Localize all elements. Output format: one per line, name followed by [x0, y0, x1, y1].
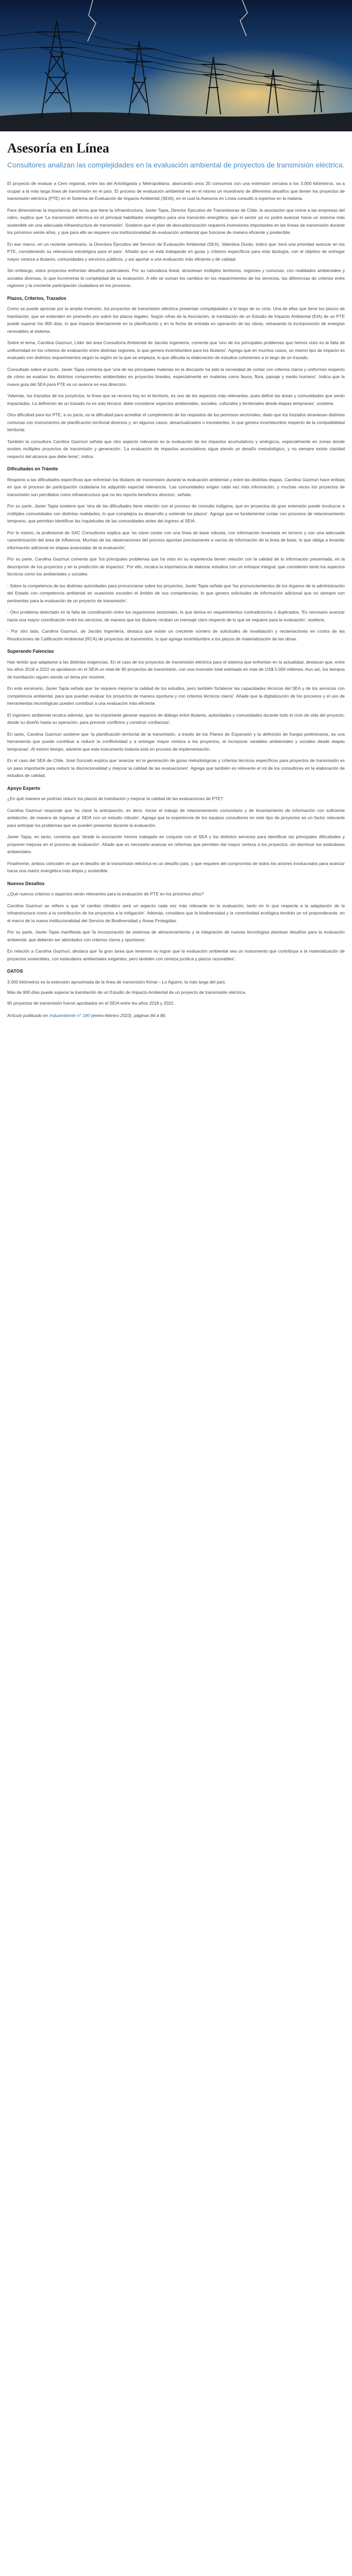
article-paragraph: Carolina Gazmuri responde que 'es clave la anticipación, es decir, iniciar el trabajo de relacionamiento comunitario y de levantamiento de información con suficiente antelación, de manera de ingresar al SEIA con un estudio robusto'. Agrega que la experiencia de los equipos consultores en este tipo de proyectos es un factor relevante para anticipar los problemas que se pueden presentar durante la evaluación.	[7, 807, 345, 828]
power-lines-illustration	[0, 0, 352, 131]
article-title: Asesoría en Línea	[7, 141, 109, 156]
article-paragraph: Javier Tapia, en tanto, comenta que 'desde la asociación hemos trabajado en conjunto con el SEA y los distintos servicios para identificar las principales dificultades y proponer mejoras en el proceso de evaluación'. Añade que es necesario avanzar en reformas que permitan dar mayor certeza a los proyectos, sin disminuir los estándares ambientales.	[7, 834, 345, 854]
article-paragraph: Por lo mismo, la profesional de SAC Consultores explica que 'es clave contar con una línea de base robusta, con información levantada en terreno y con una adecuada caracterización del área de influencia. Muchas de las observaciones del proceso apuntan precisamente a vacíos de información de la línea de base, lo que obliga a levantar información adicional en etapas avanzadas de la evaluación'.	[7, 530, 345, 550]
article-paragraph: Sin embargo, estos proyectos enfrentan desafíos particulares. Por su naturaleza lineal, atraviesan múltiples territorios, regiones y comunas, con realidades ambientales y sociales diversas, lo que incrementa la complejidad de su evaluación. A ello se suman los cambios en los requerimientos de los servicios, las diferencias de criterios entre regiones y la creciente participación ciudadana en los procesos.	[7, 268, 345, 288]
article-paragraph: Finalmente, ambos coinciden en que el desafío de la transmisión eléctrica es un desafío país, y que requiere del compromiso de todos los actores involucrados para avanzar hacia una matriz energética más limpia y sostenible.	[7, 860, 345, 873]
article-paragraph: - Por otro lado, Carolina Gazmuri, de Jacobs Ingeniería, destaca que existe un creciente número de solicitudes de invalidación y reclamaciones en contra de las Resoluciones de Calificación Ambiental (RCA) de proyectos de transmisión, lo que agrega incertidumbre a los plazos de materialización de las obras.	[7, 629, 345, 641]
byline-suffix: (enero-febrero 2023), páginas 84 a 86.	[90, 1013, 166, 1018]
article-paragraph: - Sobre la competencia de las distintas autoridades para pronunciarse sobre los proyectos, Javier Tapia señala que 'los pronunciamientos de los órganos de la administración del Estado con competencia ambiental en ocasiones exceden el ámbito de sus competencias, lo que genera solicitudes de información adicional que no siempre son pertinentes para la evaluación de un proyecto de transmisión'.	[7, 583, 345, 603]
article-content	[7, 180, 345, 962]
article-paragraph: Respecto a las dificultades específicas que enfrentan los titulares de transmisión durante la evaluación ambiental y entre las distintas etapas, Carolina Gazmuri hace énfasis en que el proceso de participación ciudadana ha adquirido especial relevancia. 'Las comunidades exigen cada vez más información, y muchas veces los proyectos de transmisión son percibidos como infraestructura que no les reporta beneficios directos', señala.	[7, 477, 345, 497]
article-paragraph: ¿En qué manera se podrían reducir los plazos de tramitación y mejorar la calidad de las evaluaciones de PTE?	[7, 796, 223, 801]
article-paragraph: En relación a Carolina Gazmuri, destaca que 'la gran tarea que tenemos es lograr que la evaluación ambiental sea un instrumento que contribuya a la materialización de proyectos sostenibles, con estándares ambientales exigentes, pero también con certeza jurídica y plazos razonables'.	[7, 948, 345, 961]
datos-list	[7, 978, 345, 1007]
article-paragraph: Consultado sobre el punto, Javier Tapia comenta que 'una de las principales materias en la discusión ha sido la necesidad de contar con criterios claros y uniformes respecto de cómo se evalúan los distintos componentes ambientales en proyectos lineales, especialmente en materias como fauna, flora, paisaje y medio humano'. Indica que la nueva guía del SEA para PTE es un avance en esa dirección.	[7, 366, 345, 387]
article-paragraph: Otra dificultad para los PTE, a su juicio, es la dificultad para acreditar el cumplimiento de los requisitos de los permisos sectoriales, dado que los trazados atraviesan distintas comunas con instrumentos de planificación territorial diversos y, en algunos casos, desactualizados o inexistentes, lo que genera incertidumbre respecto de la compatibilidad territorial.	[7, 412, 345, 432]
article-paragraph: Para dimensionar la importancia del tema que tiene la infraestructura, Javier Tapia, Director Ejecutivo de Transmisoras de Chile, la asociación que reúne a las empresas del rubro, explica que 'La transmisión eléctrica es el principal habilitador energético para una transición energética; que el sector ya no podrá avanzar hacia un sistema más sostenible sin una adecuada infraestructura de transmisión'. Sostiene que el plan de descarbonización requerirá inversiones importantes en las líneas de transmisión durante los próximos veinte años, y que para ello se requiere una institucionalidad de evaluación ambiental que funcione de manera eficiente y predecible.	[7, 207, 345, 235]
section-heading: Superando Falencias	[7, 649, 54, 654]
datos-heading: DATOS	[7, 969, 23, 974]
article-paragraph: En tanto, Carolina Gazmuri sostiene que 'la planificación territorial de la transmisión, a través de los Planes de Expansión y la definición de franjas preliminares, es una herramienta que puede contribuir a reducir la conflictividad y a entregar mayor certeza a los proyectos, al incorporar variables ambientales y sociales desde etapas tempranas'. Al mismo tiempo, advierte que este instrumento todavía está en proceso de implementación.	[7, 731, 345, 752]
hero-image	[0, 0, 352, 131]
article-paragraph: ¿Qué nuevos criterios o aspectos serán relevantes para la evaluación de PTE en los próximos años?	[7, 891, 204, 896]
article-paragraph: Carolina Gazmuri se refiere a que 'el cambio climático será un aspecto cada vez más relevante en la evaluación, tanto en lo que respecta a la adaptación de la infraestructura como a la contribución de los proyectos a la mitigación'. Además, considera que la biodiversidad y la conectividad ecológica tendrán un rol preponderante, en el marco de la nueva institucionalidad del Servicio de Biodiversidad y Áreas Protegidas.	[7, 903, 345, 923]
datos-item: Más de 900 días puede superar la tramitación de un Estudio de Impacto Ambiental de un proyecto de transmisión eléctrica.	[7, 990, 246, 995]
article-subtitle: Consultores analizan las complejidades en la evaluación ambiental de proyectos de transmisión eléctrica.	[7, 161, 345, 169]
article-paragraph: Por su parte, Javier Tapia sostiene que 'otra de las dificultades tiene relación con el proceso de consulta indígena, que en proyectos de gran extensión puede involucrar a múltiples comunidades con distintas realidades, lo que complejiza su desarrollo y extiende los plazos'. Agrega que es fundamental contar con procesos de relacionamiento temprano, que permitan identificar las inquietudes de las comunidades antes del ingreso al SEIA.	[7, 503, 345, 523]
magazine-link[interactable]: Induambiente n° 180	[49, 1013, 90, 1018]
article-paragraph: En ese marco, en un reciente seminario, la Directora Ejecutiva del Servicio de Evaluación Ambiental (SEA), Valentina Durán, indicó que 'será una prioridad avanzar en los PTE, considerando su relevancia estratégica para el país'. Añadió que se está trabajando en guías y criterios específicos para esta tipología, con el objetivo de entregar mayor certeza a titulares, comunidades y servicios públicos, y así aportar a una evaluación más eficiente y de calidad.	[7, 241, 345, 262]
byline-prefix: Artículo publicado en	[7, 1013, 49, 1018]
article-paragraph: El ingeniero ambiental recalca además, que 'es importante generar espacios de diálogo entre titulares, autoridades y comunidades durante todo el ciclo de vida del proyecto, desde su diseño hasta su operación, para prevenir conflictos y construir confianzas'.	[7, 712, 345, 725]
datos-box	[7, 968, 345, 1007]
article-body	[0, 131, 352, 1034]
article-paragraph: También la consultora Carolina Gazmuri señala que otro aspecto relevante es la evaluación de los impactos acumulativos y sinérgicos, especialmente en zonas donde existen múltiples proyectos de transmisión y generación. 'La evaluación de impactos acumulativos sigue siendo un desafío metodológico, y no siempre existe claridad respecto del alcance que debe tener', indica.	[7, 438, 345, 459]
section-heading: Plazos, Criterios, Trazados	[7, 295, 66, 301]
article-paragraph: - Otro problema detectado es la falta de coordinación entre los organismos sectoriales, lo que deriva en requerimientos contradictorios o duplicados. 'Es necesario avanzar hacia una mayor coordinación entre los servicios, de manera que los titulares reciban un mensaje claro respecto de lo que se requiere para la evaluación', sostiene.	[7, 609, 345, 622]
section-heading: Apoyo Experto	[7, 785, 41, 791]
section-heading: Dificultades en Trámite	[7, 466, 58, 471]
datos-item: 90 proyectos de transmisión fueron aprobados en el SEIA entre los años 2018 y 2022.	[7, 1000, 175, 1006]
article-byline	[7, 1012, 345, 1020]
article-paragraph: Sobre el tema, Carolina Gazmuri, Líder del área Consultoría Ambiental de Jacobs Ingeniería, comenta que 'uno de los principales problemas que hemos visto es la falta de uniformidad en los criterios de evaluación entre distintas regiones, lo que genera incertidumbre para los titulares'. Agrega que en muchos casos, un mismo tipo de impacto es evaluado con distintos requerimientos según la región en la que se emplaza, lo que dificulta la elaboración de estudios coherentes a lo largo de un trazado.	[7, 340, 345, 360]
article-page	[0, 0, 352, 1034]
section-heading: Nuevos Desafíos	[7, 880, 45, 886]
article-paragraph: En este escenario, Javier Tapia señala que 'se requiere mejorar la calidad de los estudios, pero también fortalecer las capacidades técnicas del SEA y de los servicios con competencia ambiental, para que puedan evaluar los proyectos de manera oportuna y con criterios técnicos claros'. Añade que la digitalización de los procesos y el uso de herramientas tecnológicas pueden contribuir a una evaluación más eficiente.	[7, 686, 345, 706]
article-paragraph: Han tenido que adaptarse a las distintas exigencias. En el caso de los proyectos de transmisión eléctrica para el sistema que enfrentan en la actualidad, destacan que, entre los años 2018 a 2022 se aprobaron en el SEIA un total de 90 proyectos de transmisión, con una inversión total estimada en más de US$ 5.000 millones. Aun así, los tiempos de tramitación siguen siendo un tema por resolver.	[7, 659, 345, 680]
article-paragraph: Por su parte, Javier Tapia manifiesta que 'la incorporación de sistemas de almacenamiento y la integración de nuevas tecnologías plantean desafíos para la evaluación ambiental, que deberán ser abordados con criterios claros y oportunos'.	[7, 929, 345, 942]
datos-item: 3.000 kilómetros es la extensión aproximada de la línea de transmisión Kimal – Lo Aguirre, la más larga del país.	[7, 979, 226, 985]
article-paragraph: Por su parte, Carolina Gazmuri comenta que 'los principales problemas que ha visto en su experiencia tienen relación con la calidad de la información presentada, en la descripción de los proyectos y en la predicción de impactos'. Por ello, recalca la importancia de elaborar estudios con un enfoque integral, que consideren tanto los aspectos técnicos como los ambientales y sociales.	[7, 556, 345, 577]
article-paragraph: 'Además, los trazados de los proyectos, la línea que se recorra hoy en el territorio, es uno de los aspectos más relevantes, pues define las áreas y comunidades que serán impactadas. La definición de un trazado no es solo técnica: debe considerar aspectos ambientales, sociales, culturales y territoriales desde etapas tempranas', sostiene.	[7, 393, 345, 406]
article-paragraph: El proyecto de evaluar a Cero regional, entre las del Antofagasta y Metropolitana, abarcando unos 20 consumos con una extensión cercana a los 3.000 kilómetros, va a ocupar a la más larga línea de transmisión en el país. El proceso de evaluación ambiental es en el mismo un muestrario de diferentes desafíos que tienen los proyectos de transmisión eléctrica (PTE) en el Sistema de Evaluación de Impacto Ambiental (SEIA), en el cual la Asesoría en Línea consultó a expertos en la materia.	[7, 181, 345, 201]
article-paragraph: Como se puede apreciar por la amplia inversión, los proyectos de transmisión eléctrica presentan complejidades a lo largo de su ciclo. Una de ellas que tiene los plazos de tramitación, que se extienden en promedio por sobre los plazos legales. Según cifras de la Asociación, la tramitación de un Estudio de Impacto Ambiental (EIA) de un PTE puede superar los 900 días, lo que impacta directamente en la planificación y en la fecha de entrada en operación de las obras, retrasando la incorporación de energías renovables al sistema.	[7, 306, 345, 334]
article-paragraph: En el caso del SEA de Chile, José Gonzalo explica que 'avanzar en la generación de guías metodológicas y criterios técnicos específicos para proyectos de transmisión es un paso importante para reducir la discrecionalidad y mejorar la calidad de las evaluaciones'. Agrega que también es relevante el rol de los consultores en la elaboración de estudios de calidad.	[7, 758, 345, 778]
